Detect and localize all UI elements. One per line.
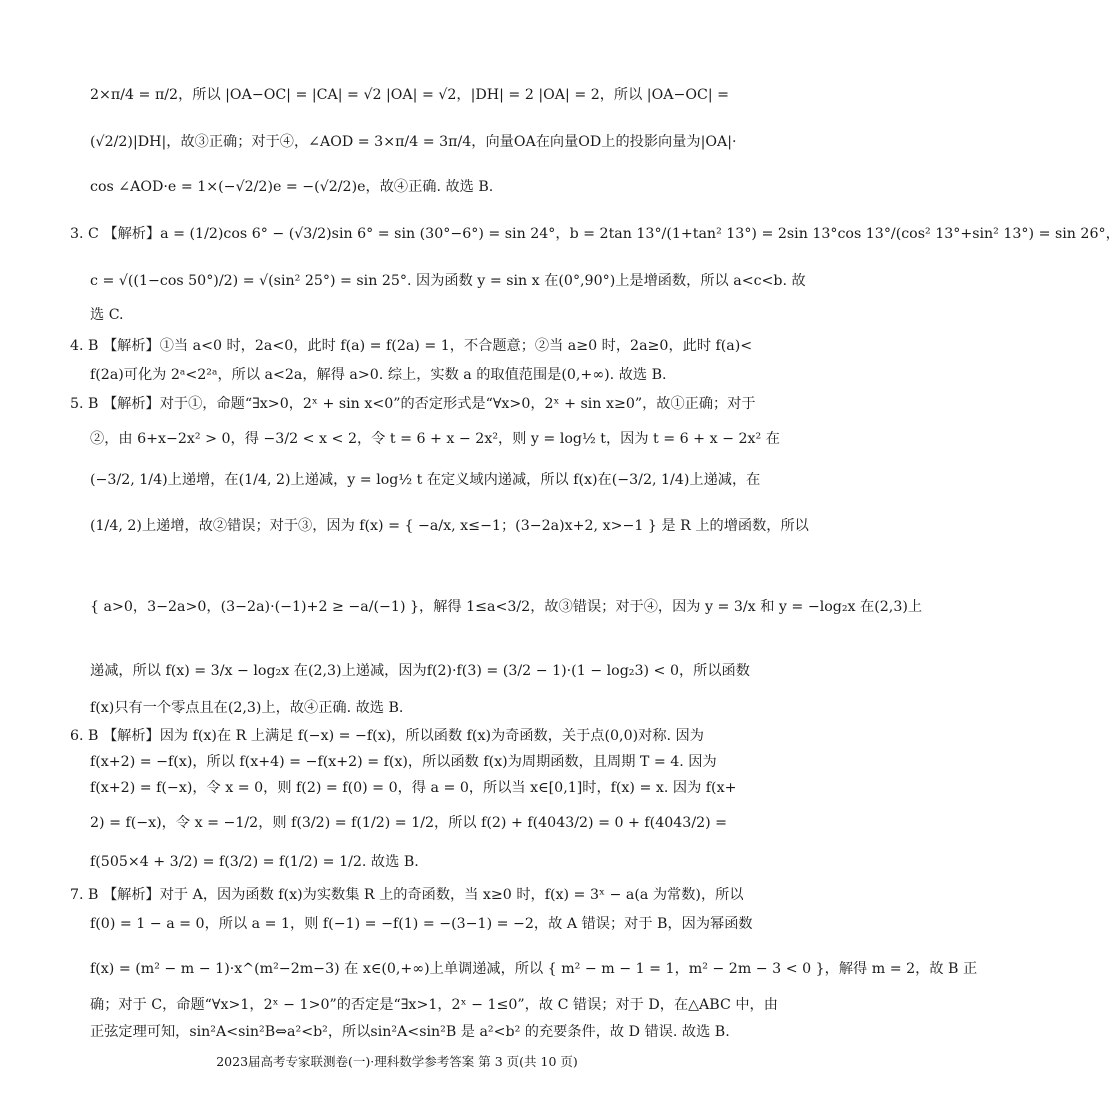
text-line: (−3/2, 1/4)上递增，在(1/4, 2)上递减，y = log½ t 在定义域内递减，所以 f(x)在(−3/2, 1/4)上递减，在 — [90, 472, 761, 488]
text-line: 2×π/4 = π/2，所以 |OA−OC| = |CA| = √2 |OA| = √2，|DH| = 2 |OA| = 2，所以 |OA−OC| = — [90, 87, 730, 103]
text-line: f(x)只有一个零点且在(2,3)上，故④正确. 故选 B. — [90, 700, 404, 716]
text-line: f(0) = 1 − a = 0，所以 a = 1，则 f(−1) = −f(1) = −(3−1) = −2，故 A 错误；对于 B，因为幂函数 — [90, 916, 753, 932]
text-line: 正弦定理可知，sin²A<sin²B⇔a²<b²，所以sin²A<sin²B 是 a²<b² 的充要条件，故 D 错误. 故选 B. — [90, 1024, 730, 1040]
text-line: 2) = f(−x)，令 x = −1/2，则 f(3/2) = f(1/2) = 1/2，所以 f(2) + f(4043/2) = 0 + f(4043/2) = — [90, 815, 728, 831]
text-line: (√2/2)|DH|，故③正确；对于④，∠AOD = 3×π/4 = 3π/4，向量OA在向量OD上的投影向量为|OA|· — [90, 134, 737, 150]
text-line: f(505×4 + 3/2) = f(3/2) = f(1/2) = 1/2. 故选 B. — [90, 854, 419, 870]
text-line: cos ∠AOD·e = 1×(−√2/2)e = −(√2/2)e，故④正确. 故选 B. — [90, 179, 494, 195]
text-line: { a>0，3−2a>0，(3−2a)·(−1)+2 ≥ −a/(−1) }，解得 1≤a<3/2，故③错误；对于④，因为 y = 3/x 和 y = −log₂x 在(2,3)上 — [90, 599, 923, 615]
text-line: c = √((1−cos 50°)/2) = √(sin² 25°) = sin 25°. 因为函数 y = sin x 在(0°,90°)上是增函数，所以 a<c<b. 故 — [90, 273, 806, 289]
text-line: 选 C. — [90, 307, 124, 323]
text-line: 递减，所以 f(x) = 3/x − log₂x 在(2,3)上递减，因为f(2)·f(3) = (3/2 − 1)·(1 − log₂3) < 0，所以函数 — [90, 663, 750, 679]
page-footer: 2023届高考专家联测卷(一)·理科数学参考答案 第 3 页(共 10 页) — [216, 1054, 578, 1069]
question-4-line: 4. B 【解析】①当 a<0 时，2a<0，此时 f(a) = f(2a) = 1，不合题意；②当 a≥0 时，2a≥0，此时 f(a)< — [70, 338, 753, 354]
text-line: f(2a)可化为 2ᵃ<2²ᵃ，所以 a<2a，解得 a>0. 综上，实数 a 的取值范围是(0,+∞). 故选 B. — [90, 367, 667, 383]
text-line: f(x) = (m² − m − 1)·x^(m²−2m−3) 在 x∈(0,+∞)上单调递减，所以 { m² − m − 1 = 1，m² − 2m − 3 < 0 }，解得 m = 2，故 B 正 — [90, 961, 978, 977]
text-line: f(x+2) = f(−x)，令 x = 0，则 f(2) = f(0) = 0，得 a = 0，所以当 x∈[0,1]时，f(x) = x. 因为 f(x+ — [90, 780, 737, 796]
question-6-line: 6. B 【解析】因为 f(x)在 R 上满足 f(−x) = −f(x)，所以函数 f(x)为奇函数，关于点(0,0)对称. 因为 — [70, 728, 704, 744]
text-line: 确；对于 C，命题“∀x>1，2ˣ − 1>0”的否定是“∃x>1，2ˣ − 1≤0”，故 C 错误；对于 D，在△ABC 中，由 — [90, 997, 778, 1013]
text-line: (1/4, 2)上递增，故②错误；对于③，因为 f(x) = { −a/x, x≤−1；(3−2a)x+2, x>−1 } 是 R 上的增函数，所以 — [90, 518, 809, 534]
text-line: f(x+2) = −f(x)，所以 f(x+4) = −f(x+2) = f(x)，所以函数 f(x)为周期函数，且周期 T = 4. 因为 — [90, 754, 717, 770]
question-5-line: 5. B 【解析】对于①，命题“∃x>0，2ˣ + sin x<0”的否定形式是“∀x>0，2ˣ + sin x≥0”，故①正确；对于 — [70, 396, 756, 412]
text-line: ②，由 6+x−2x² > 0，得 −3/2 < x < 2，令 t = 6 + x − 2x²，则 y = log½ t，因为 t = 6 + x − 2x² 在 — [90, 431, 780, 447]
question-7-line: 7. B 【解析】对于 A，因为函数 f(x)为实数集 R 上的奇函数，当 x≥0 时，f(x) = 3ˣ − a(a 为常数)，所以 — [70, 887, 744, 903]
question-3-line: 3. C 【解析】a = (1/2)cos 6° − (√3/2)sin 6° = sin (30°−6°) = sin 24°，b = 2tan 13°/(1+tan² 13°) = 2sin 13°cos 13°/(cos² 13°+sin² 13°) = sin 26°， — [70, 226, 1120, 242]
